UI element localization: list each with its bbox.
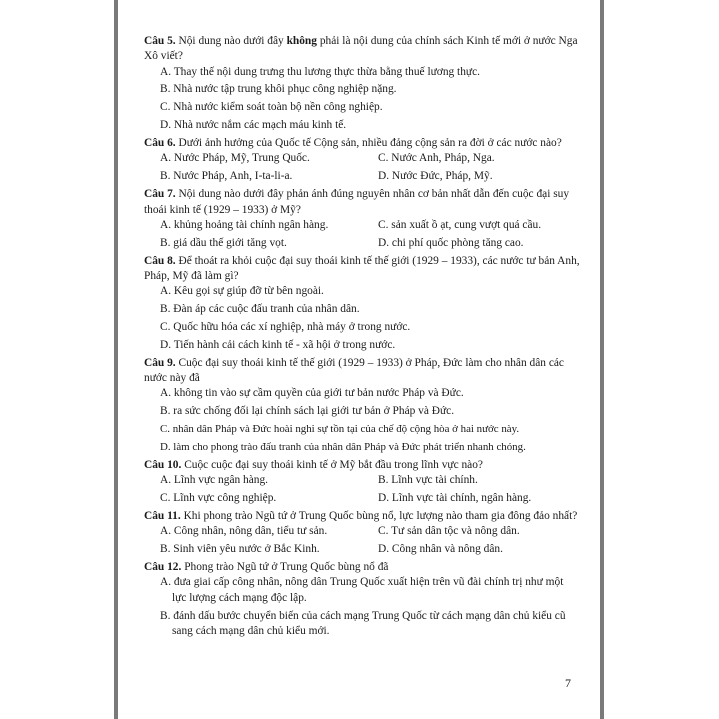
option-row	[144, 236, 580, 251]
option-row	[144, 169, 580, 184]
option: A. Thay thế nội dung trưng thu lương thực thừa bằng thuế lương thực.	[160, 65, 480, 78]
question-11-stem: Câu 11. Khi phong trào Ngũ tứ ở Trung Quốc bùng nổ, lực lượng nào tham gia đông đảo nhất?	[144, 510, 578, 522]
question-11	[144, 509, 580, 557]
question-label: Câu 11.	[144, 510, 181, 522]
question-10	[144, 458, 580, 506]
question-8-stem: Câu 8. Để thoát ra khỏi cuộc đại suy thoái kinh tế thế giới (1929 – 1933), các nước tư bản Anh, Pháp, Mỹ đã làm gì?	[144, 254, 580, 282]
option: D. Nhà nước nắm các mạch máu kinh tế.	[160, 119, 347, 132]
option-row	[144, 542, 580, 557]
option: D. Nước Đức, Pháp, Mỹ.	[378, 170, 493, 183]
option: A. không tin vào sự cầm quyền của giới tư bản nước Pháp và Đức.	[160, 387, 464, 400]
option: D. Công nhân và nông dân.	[378, 543, 503, 556]
question-label: Câu 6.	[144, 137, 176, 150]
option: C. Quốc hữu hóa các xí nghiệp, nhà máy ở trong nước.	[160, 320, 411, 333]
question-10-stem: Câu 10. Cuộc cuộc đại suy thoái kinh tế ở Mỹ bắt đầu trong lĩnh vực nào?	[144, 458, 483, 471]
question-label: Câu 8.	[144, 254, 176, 267]
option: A. đưa giai cấp công nhân, nông dân Trung Quốc xuất hiện trên vũ đài chính trị như một lực lượng cách mạng độc lập.	[160, 576, 564, 604]
option: A. Kêu gọi sự giúp đỡ từ bên ngoài.	[160, 285, 324, 298]
option-row	[144, 524, 580, 539]
page-number: 7	[565, 676, 571, 690]
option: A. khủng hoảng tài chính ngân hàng.	[160, 218, 329, 231]
option: B. Đàn áp các cuộc đấu tranh của nhân dân.	[160, 303, 360, 316]
option: D. Tiến hành cải cách kinh tế - xã hội ở trong nước.	[160, 338, 396, 351]
option-wrapper	[144, 609, 580, 640]
emphasis-not: không	[286, 35, 317, 47]
question-label: Câu 12.	[144, 561, 182, 574]
option: C. nhân dân Pháp và Đức hoài nghi sự tồn tại của chế độ cộng hòa ở hai nước này.	[160, 423, 520, 436]
question-label: Câu 9.	[144, 356, 176, 369]
option: D. chi phí quốc phòng tăng cao.	[378, 236, 524, 249]
page-border-right	[600, 0, 604, 719]
option-wrapper	[144, 575, 580, 606]
question-list	[144, 34, 580, 642]
option: A. Công nhân, nông dân, tiểu tư sản.	[160, 525, 328, 538]
option: C. Nhà nước kiểm soát toàn bộ nền công nghiệp.	[160, 101, 383, 114]
question-8	[144, 254, 580, 354]
question-label: Câu 5.	[144, 35, 176, 47]
question-7	[144, 187, 580, 251]
question-12	[144, 560, 580, 639]
option: D. Lĩnh vực tài chính, ngân hàng.	[378, 492, 532, 505]
option-row	[144, 491, 580, 506]
option: B. Sinh viên yêu nước ở Bắc Kinh.	[160, 543, 320, 556]
question-label: Câu 10.	[144, 458, 182, 471]
question-9	[144, 356, 580, 456]
question-7-stem: Câu 7. Nội dung nào dưới đây phản ánh đúng nguyên nhân cơ bản nhất dẫn đến cuộc đại suy thoái kinh tế (1929 – 1933) ở Mỹ?	[144, 188, 570, 216]
option: B. đánh dấu bước chuyển biến của cách mạng Trung Quốc từ cách mạng dân chủ kiểu cũ sang cách mạng dân chủ kiểu mới.	[160, 609, 566, 637]
option: B. ra sức chống đối lại chính sách lại giới tư bản ở Pháp và Đức.	[160, 405, 455, 418]
question-6	[144, 136, 580, 184]
question-12-stem: Câu 12. Phong trào Ngũ tứ ở Trung Quốc bùng nổ đã	[144, 561, 389, 574]
question-5-stem: Câu 5. Nội dung nào dưới đây không phải là nội dung của chính sách Kinh tế mới ở nước Nga Xô viết?	[144, 35, 578, 63]
option: B. Nước Pháp, Anh, I-ta-li-a.	[160, 170, 293, 183]
question-5	[144, 34, 580, 134]
option: A. Lĩnh vực ngân hàng.	[160, 474, 269, 487]
question-6-stem: Câu 6. Dưới ảnh hưởng của Quốc tế Cộng sản, nhiều đảng cộng sản ra đời ở các nước nào?	[144, 137, 562, 150]
option: C. Tư sản dân tộc và nông dân.	[378, 525, 520, 538]
option: B. giá dầu thế giới tăng vọt.	[160, 236, 287, 249]
question-9-stem: Câu 9. Cuộc đại suy thoái kinh tế thế giới (1929 – 1933) ở Pháp, Đức làm cho nhân dân các nước này đã	[144, 356, 564, 385]
option: D. làm cho phong trào đấu tranh của nhân dân Pháp và Đức phát triển nhanh chóng.	[160, 441, 526, 454]
option-row	[144, 473, 580, 488]
option-row	[144, 151, 580, 166]
option: C. sản xuất ồ ạt, cung vượt quá cầu.	[378, 218, 542, 231]
option: A. Nước Pháp, Mỹ, Trung Quốc.	[160, 152, 310, 165]
document-page	[118, 0, 600, 719]
option: B. Lĩnh vực tài chính.	[378, 474, 478, 487]
option-row	[144, 218, 580, 233]
option: C. Lĩnh vực công nghiệp.	[160, 492, 277, 505]
option: B. Nhà nước tập trung khôi phục công nghiệp nặng.	[160, 83, 397, 96]
option: C. Nước Anh, Pháp, Nga.	[378, 152, 495, 165]
question-label: Câu 7.	[144, 188, 176, 201]
